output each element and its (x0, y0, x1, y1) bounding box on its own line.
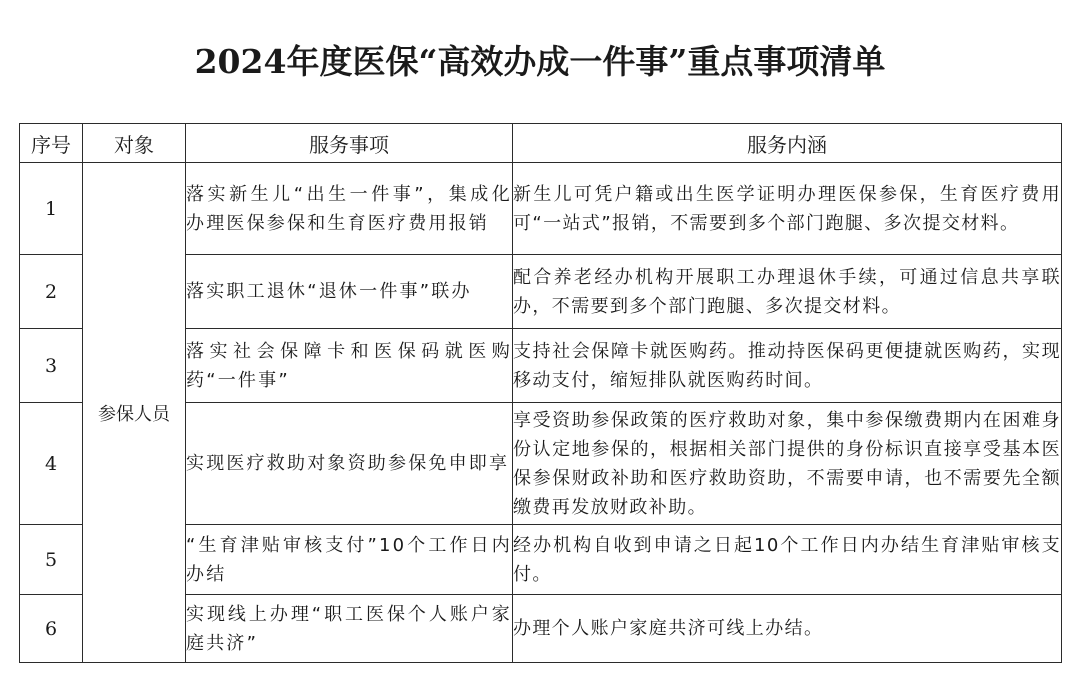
page-title: 2024年度医保“高效办成一件事”重点事项清单 (194, 42, 886, 81)
table-header-row (20, 124, 1062, 163)
service-content: 经办机构自收到申请之日起10个工作日内办结生育津贴审核支付。 (513, 525, 1062, 595)
table-row (20, 163, 1062, 255)
row-index: 3 (20, 329, 83, 403)
header-service-content: 服务内涵 (513, 124, 1062, 163)
row-index: 6 (20, 595, 83, 663)
service-item: “生育津贴审核支付”10个工作日内办结 (186, 525, 513, 595)
service-content: 配合养老经办机构开展职工办理退休手续，可通过信息共享联办，不需要到多个部门跑腿、多次提交材料。 (513, 255, 1062, 329)
service-content: 办理个人账户家庭共济可线上办结。 (513, 595, 1062, 663)
service-item: 落实新生儿“出生一件事”，集成化办理医保参保和生育医疗费用报销 (186, 163, 513, 255)
service-item: 实现线上办理“职工医保个人账户家庭共济” (186, 595, 513, 663)
object-cell (83, 163, 186, 663)
header-object: 对象 (83, 124, 186, 163)
header-index: 序号 (20, 124, 83, 163)
service-item: 实现医疗救助对象资助参保免申即享 (186, 403, 513, 525)
row-index: 2 (20, 255, 83, 329)
header-service-item: 服务事项 (186, 124, 513, 163)
row-index: 4 (20, 403, 83, 525)
service-content: 支持社会保障卡就医购药。推动持医保码更便捷就医购药，实现移动支付，缩短排队就医购药时间。 (513, 329, 1062, 403)
row-index: 1 (20, 163, 83, 255)
service-content: 新生儿可凭户籍或出生医学证明办理医保参保，生育医疗费用可“一站式”报销，不需要到多个部门跑腿、多次提交材料。 (513, 163, 1062, 255)
service-content: 享受资助参保政策的医疗救助对象，集中参保缴费期内在困难身份认定地参保的，根据相关部门提供的身份标识直接享受基本医保参保财政补助和医疗救助资助，不需要申请，也不需要先全额缴费再发放财政补助。 (513, 403, 1062, 525)
row-index: 5 (20, 525, 83, 595)
service-item: 落实社会保障卡和医保码就医购药“一件事” (186, 329, 513, 403)
service-item: 落实职工退休“退休一件事”联办 (186, 255, 513, 329)
service-list-table (19, 123, 1062, 663)
object-label: 参保人员 (98, 403, 170, 425)
